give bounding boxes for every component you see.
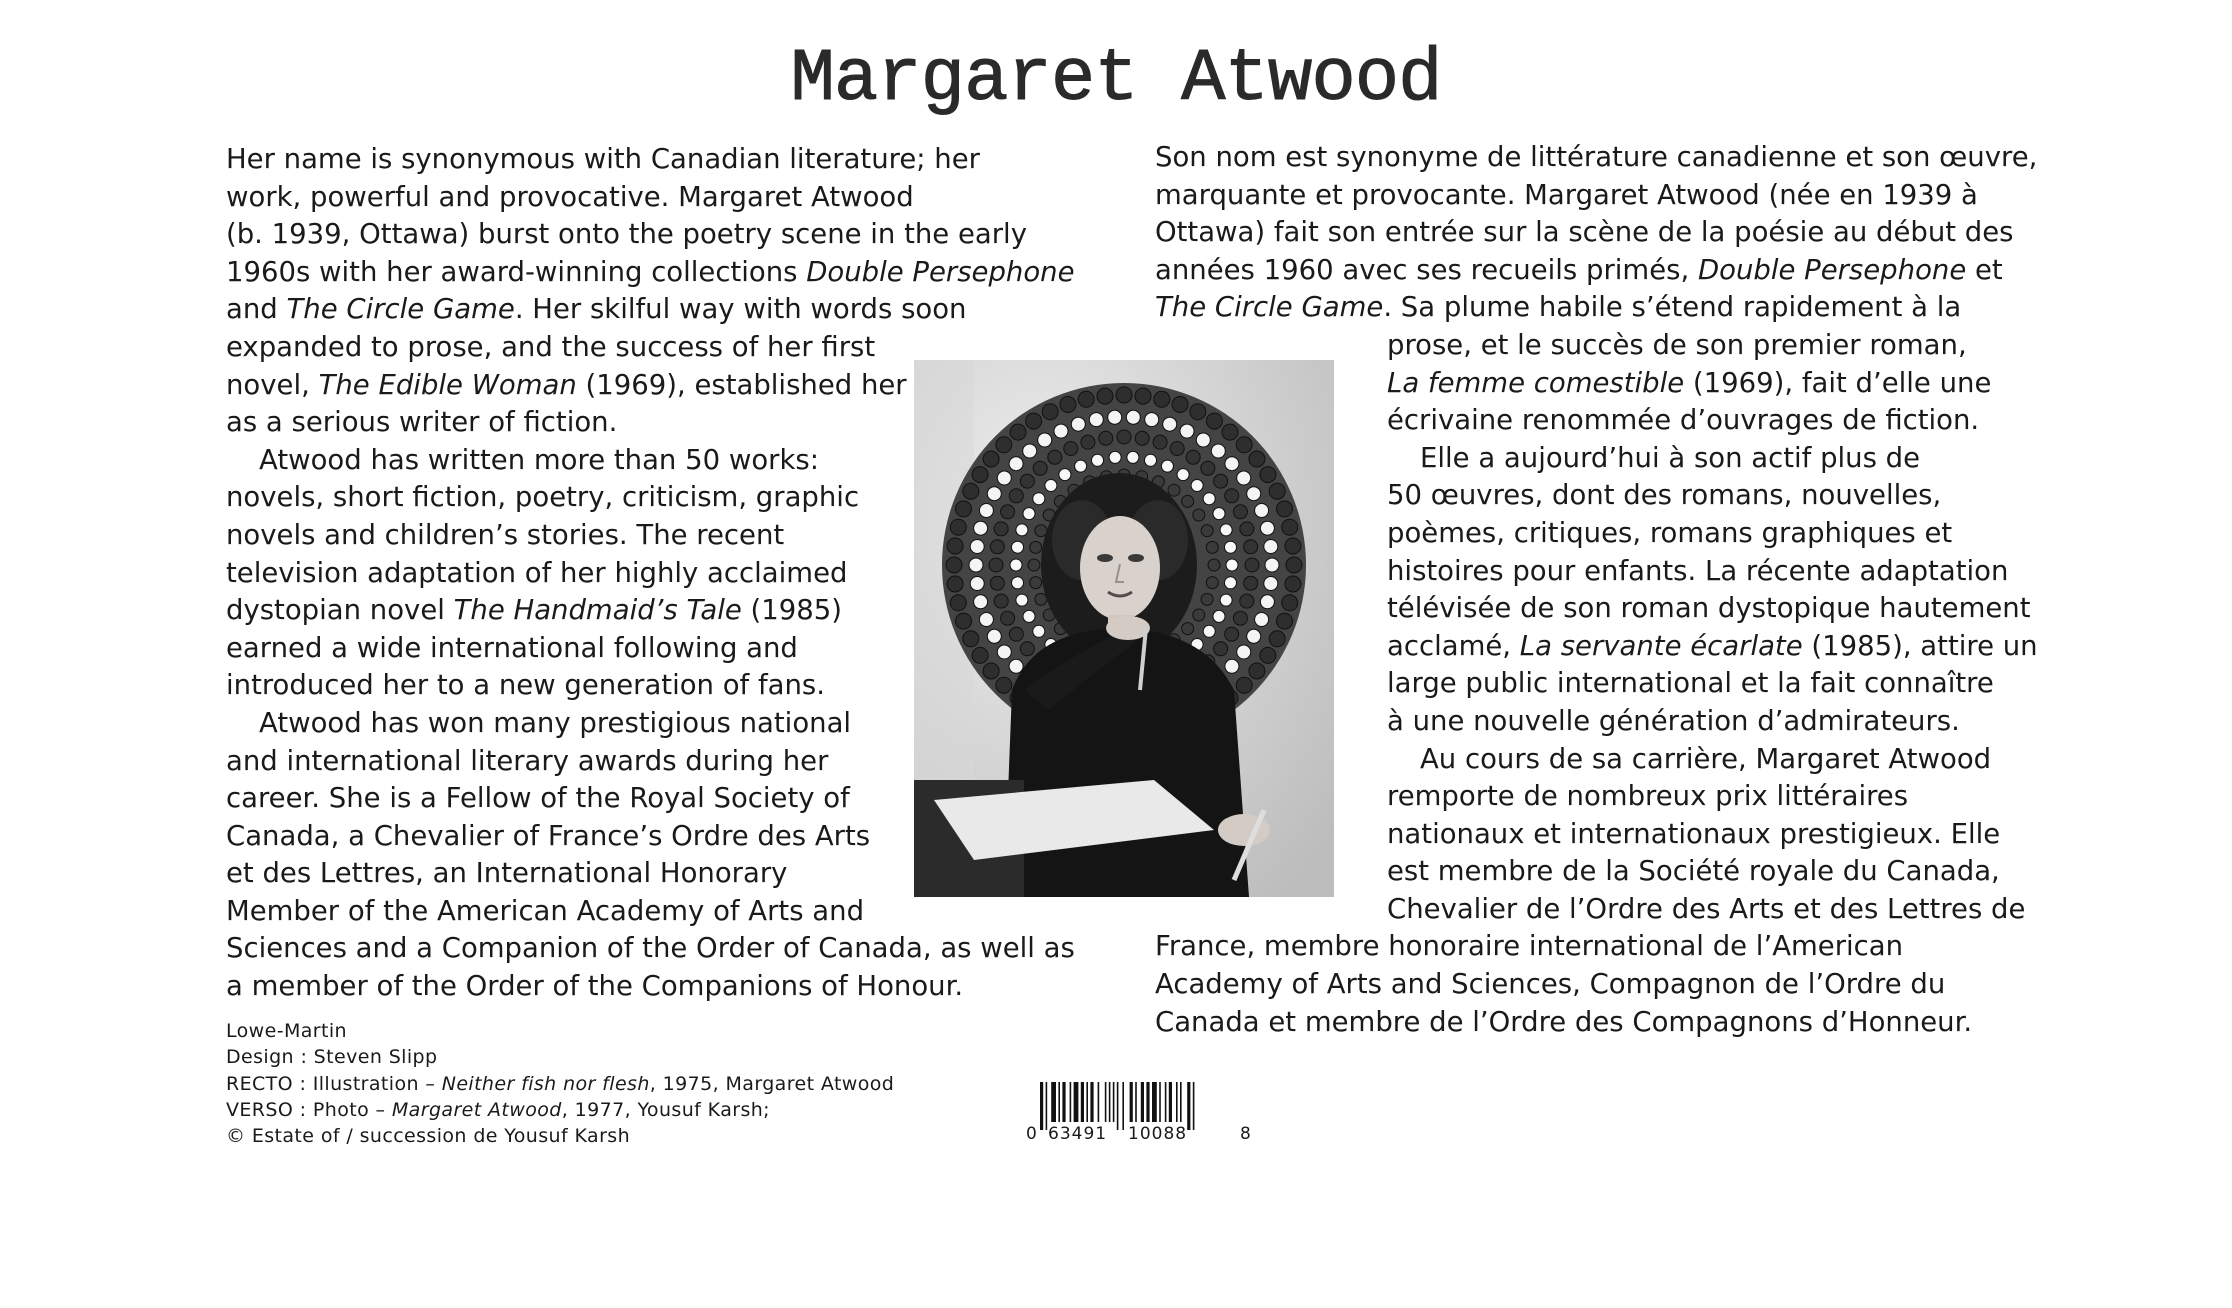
text-line: nationaux et internationaux prestigieux. Elle bbox=[1387, 817, 2001, 850]
design-credit: Design : Steven Slipp bbox=[226, 1046, 438, 1069]
barcode-first-digit: 0 bbox=[1026, 1124, 1037, 1144]
text-line: 50 œuvres, dont des romans, nouvelles, bbox=[1387, 479, 1942, 512]
text-line: Chevalier de l’Ordre des Arts et des Lettres de bbox=[1387, 892, 2026, 925]
text-line: large public international et la fait connaître bbox=[1387, 667, 1994, 700]
text-line: est membre de la Société royale du Canada, bbox=[1387, 855, 2000, 888]
text-line: Canada et membre de l’Ordre des Compagnons d’Honneur. bbox=[1155, 1005, 1973, 1038]
portrait-photo bbox=[914, 360, 1334, 897]
text-line: prose, et le succès de son premier roman, bbox=[1387, 328, 1967, 361]
text-line: earned a wide international following and bbox=[226, 631, 798, 664]
text-line: 1960s with her award-winning collections Double Persephone bbox=[226, 255, 1075, 288]
text-line: novels, short fiction, poetry, criticism, graphic bbox=[226, 481, 860, 514]
italic-title: The Circle Game bbox=[286, 293, 515, 326]
credits-block bbox=[226, 1018, 894, 1149]
text-line: Sciences and a Companion of the Order of Canada, as well as bbox=[226, 932, 1075, 965]
text-line: a member of the Order of the Companions of Honour. bbox=[226, 970, 964, 1003]
italic-title: The Edible Woman bbox=[318, 368, 577, 401]
text-line: and The Circle Game. Her skilful way with words soon bbox=[226, 293, 967, 326]
text-line: histoires pour enfants. La récente adaptation bbox=[1387, 554, 2009, 587]
text-line: et des Lettres, an International Honorary bbox=[226, 857, 788, 890]
text-line: (b. 1939, Ottawa) burst onto the poetry scene in the early bbox=[226, 218, 1027, 251]
upc-barcode bbox=[1026, 1080, 1251, 1144]
italic-title: Double Persephone bbox=[1697, 253, 1967, 286]
text-line: remporte de nombreux prix littéraires bbox=[1387, 780, 1909, 813]
text-line: television adaptation of her highly acclaimed bbox=[226, 556, 848, 589]
italic-title: La servante écarlate bbox=[1519, 629, 1803, 662]
text-line: expanded to prose, and the success of her first bbox=[226, 330, 876, 363]
text-line: années 1960 avec ses recueils primés, Double Persephone et bbox=[1155, 253, 2003, 286]
text-line: Atwood has written more than 50 works: bbox=[259, 443, 819, 476]
text-line: télévisée de son roman dystopique hautement bbox=[1387, 592, 2031, 625]
italic-title: La femme comestible bbox=[1387, 366, 1685, 399]
verso-credit: VERSO : Photo – Margaret Atwood, 1977, Yousuf Karsh; bbox=[226, 1098, 770, 1121]
text-line: as a serious writer of fiction. bbox=[226, 406, 618, 439]
italic-title: The Handmaid’s Tale bbox=[453, 594, 742, 627]
text-line: Son nom est synonyme de littérature canadienne et son œuvre, bbox=[1155, 141, 2038, 173]
italic-title: Double Persephone bbox=[806, 255, 1075, 288]
text-line: Member of the American Academy of Arts and bbox=[226, 894, 865, 927]
text-line: novel, The Edible Woman (1969), established her bbox=[226, 368, 907, 401]
text-line: marquante et provocante. Margaret Atwood (née en 1939 à bbox=[1155, 178, 1978, 211]
text-line: novels and children’s stories. The recent bbox=[226, 518, 785, 551]
text-line: France, membre honoraire international de l’American bbox=[1155, 930, 1904, 963]
text-line: introduced her to a new generation of fans. bbox=[226, 669, 825, 702]
text-line: La femme comestible (1969), fait d’elle une bbox=[1387, 366, 1992, 399]
recto-credit: RECTO : Illustration – Neither fish nor flesh, 1975, Margaret Atwood bbox=[226, 1072, 895, 1095]
text-line: Elle a aujourd’hui à son actif plus de bbox=[1420, 441, 1921, 474]
text-line: dystopian novel The Handmaid’s Tale (1985) bbox=[226, 594, 842, 627]
text-line: Ottawa) fait son entrée sur la scène de la poésie au début des bbox=[1155, 216, 2014, 249]
text-line: Canada, a Chevalier of France’s Ordre des Arts bbox=[226, 819, 871, 852]
text-line: à une nouvelle génération d’admirateurs. bbox=[1387, 704, 1960, 737]
text-line: poèmes, critiques, romans graphiques et bbox=[1387, 516, 1953, 549]
text-line: The Circle Game. Sa plume habile s’étend rapidement à la bbox=[1155, 291, 1962, 324]
text-line: Her name is synonymous with Canadian literature; her bbox=[226, 143, 980, 175]
text-line: career. She is a Fellow of the Royal Society of bbox=[226, 782, 850, 815]
text-line: Au cours de sa carrière, Margaret Atwood bbox=[1420, 742, 1992, 775]
barcode-left-group: 63491 bbox=[1048, 1124, 1108, 1144]
portrait-illustration bbox=[914, 360, 1334, 897]
text-line: écrivaine renommée d’ouvrages de fiction. bbox=[1387, 404, 1980, 437]
page-title: Margaret Atwood bbox=[790, 38, 1442, 122]
text-line: Atwood has won many prestigious national bbox=[259, 706, 852, 739]
barcode-right-group: 10088 bbox=[1128, 1124, 1188, 1144]
text-line: and international literary awards during her bbox=[226, 744, 829, 777]
barcode-check-digit: 8 bbox=[1240, 1124, 1251, 1144]
text-line: acclamé, La servante écarlate (1985), attire un bbox=[1387, 629, 2038, 662]
barcode-bars bbox=[1026, 1080, 1236, 1130]
printer-credit: Lowe-Martin bbox=[226, 1020, 347, 1042]
text-line: Academy of Arts and Sciences, Compagnon de l’Ordre du bbox=[1155, 968, 1946, 1001]
text-line: work, powerful and provocative. Margaret Atwood bbox=[226, 180, 914, 213]
italic-title: The Circle Game bbox=[1155, 291, 1384, 324]
copyright-credit: © Estate of / succession de Yousuf Karsh bbox=[226, 1125, 631, 1148]
